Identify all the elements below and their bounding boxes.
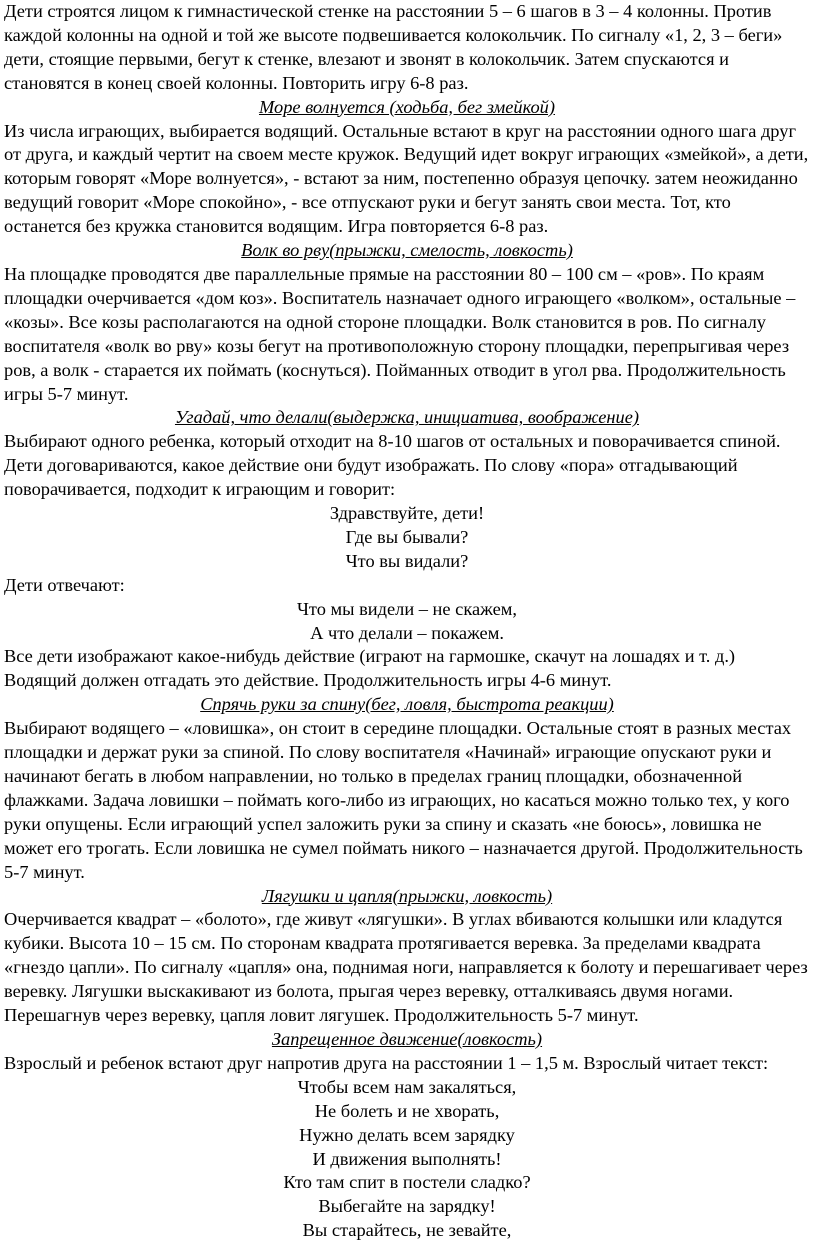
poem-line: Что вы видали? (345, 550, 469, 571)
poem-line: Здравствуйте, дети! (329, 503, 485, 524)
poem-line: Кто там спит в постели сладко? (283, 1172, 531, 1193)
heading-ugaday: Угадай, что делали(выдержка, инициатива, воображение) (174, 407, 640, 428)
paragraph-zapreshchennoe: Взрослый и ребенок встают друг напротив друга на расстоянии 1 – 1,5 м. Взрослый читает текст: (4, 1052, 769, 1073)
poem-line: Выбегайте на зарядку! (318, 1196, 496, 1217)
heading-lyagushki: Лягушки и цапля(прыжки, ловкость) (261, 885, 553, 906)
paragraph-more-volnuetsya: Из числа играющих, выбирается водящий. Остальные встают в круг на расстоянии одного шага друг от друга, и каждый чертит на своем месте кружок. Ведущий идет вокруг играющих «змейкой», а дети, которым говорят «Море волнуется», - встают за ним, постепенно образуя цепочку. затем неожиданно ведущий говорит «Море спокойно», - все отпускают руки и бегут занять свои места. Тот, кто останется без кружка становится водящим. Игра повторяется 6-8 раз. (4, 120, 809, 237)
document-page (4, 0, 810, 1243)
paragraph-lyagushki: Очерчивается квадрат – «болото», где живут «лягушки». В углах вбиваются колышки или кладутся кубики. Высота 10 – 15 см. По сторонам квадрата протягивается веревка. За пределами квадрата «гнездо цапли». По сигналу «цапля» она, поднимая ноги, направляется к болоту и перешагивает через веревку. Лягушки выскакивают из болота, прыгая через веревку, отталкиваясь двумя ногами. Перешагнув через веревку, цапля ловит лягушек. Продолжительность 5-7 минут. (4, 909, 808, 1026)
poem-line: Нужно делать всем зарядку (299, 1124, 515, 1145)
paragraph-ugaday: Выбирают одного ребенка, который отходит на 8-10 шагов от остальных и поворачивается спиной. Дети договариваются, какое действие они будут изображать. По слову «пора» отгадывающий поворачивается, подходит к играющим и говорит: (4, 431, 781, 500)
paragraph-spryach-ruki: Выбирают водящего – «ловишка», он стоит в середине площадки. Остальные стоят в разных местах площадки и держат руки за спиной. По слову воспитателя «Начинай» играющие опускают руки и начинают бегать в любом направлении, но только в пределах границ площадки, обозначенной флажками. Задача ловишки – поймать кого-либо из играющих, но касаться можно только тех, у кого руки опущены. Если играющий успел заложить руки за спину и сказать «не боюсь», ловишка не может его трогать. Если ловишка не сумел поймать никого – назначается другой. Продолжительность 5-7 минут. (4, 718, 803, 882)
paragraph-volk-vo-rvu: На площадке проводятся две параллельные прямые на расстоянии 80 – 100 см – «ров». По краям площадки очерчивается «дом коз». Воспитатель назначает одного играющего «волком», остальные – «козы». Все козы располагаются на одной стороне площадки. Волк становится в ров. По сигналу воспитателя «волк во рву» козы бегут на противоположную сторону площадки, перепрыгивая через ров, а волк - старается их поймать (коснуться). Пойманных отводит в угол рва. Продолжительность игры 5-7 минут. (4, 263, 796, 404)
heading-more-volnuetsya: Море волнуется (ходьба, бег змейкой) (258, 96, 555, 117)
heading-zapreshchennoe: Запрещенное движение(ловкость) (271, 1028, 543, 1049)
heading-volk-vo-rvu: Волк во рву(прыжки, смелость, ловкость) (241, 240, 573, 261)
poem-line: А что делали – покажем. (310, 622, 504, 643)
poem-line: Что мы видели – не скажем, (296, 598, 518, 619)
poem-line: Не болеть и не хворать, (314, 1100, 500, 1121)
paragraph-ugaday-end: Все дети изображают какое-нибудь действие (играют на гармошке, скачут на лошадях и т. д.) Водящий должен отгадать это действие. Продолжительность игры 4-6 минут. (4, 646, 736, 691)
paragraph-deti-otvechayut: Дети отвечают: (4, 574, 125, 595)
poem-line: И движения выполнять! (312, 1148, 502, 1169)
poem-line: Чтобы всем нам закаляться, (297, 1076, 517, 1097)
heading-spryach-ruki: Спрячь руки за спину(бег, ловля, быстрота реакции) (200, 694, 614, 715)
paragraph-intro: Дети строятся лицом к гимнастической стенке на расстоянии 5 – 6 шагов в 3 – 4 колонны. Против каждой колонны на одной и той же высоте подвешивается колокольчик. По сигналу «1, 2, 3 – беги» дети, стоящие первыми, бегут к стенке, влезают и звонят в колокольчик. Затем спускаются и становятся в конец своей колонны. Повторить игру 6-8 раз. (4, 1, 783, 93)
poem-line: Где вы бывали? (345, 526, 469, 547)
poem-line: Вы старайтесь, не зевайте, (302, 1220, 512, 1241)
